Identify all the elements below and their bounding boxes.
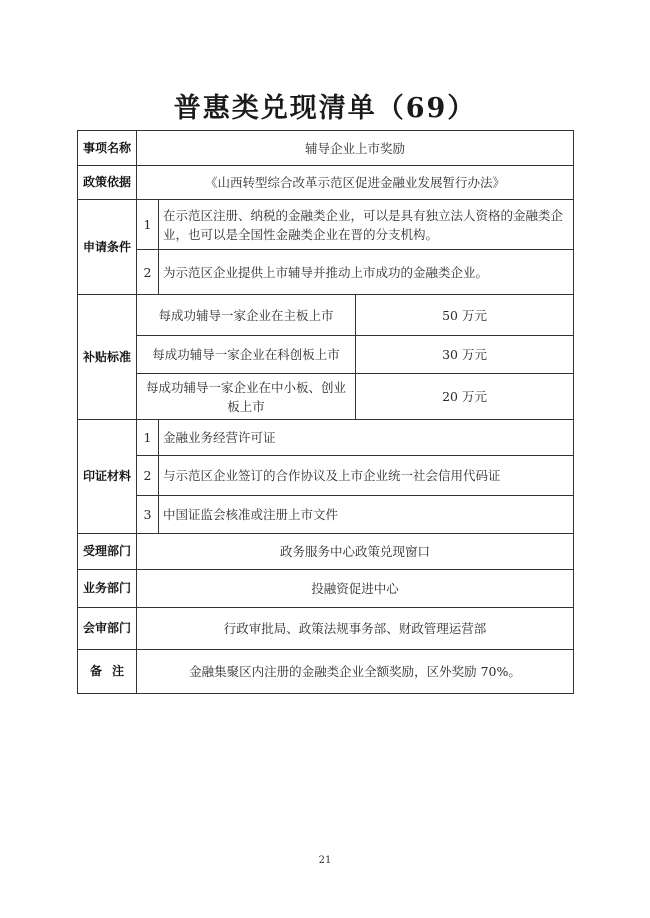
policy-table — [77, 130, 574, 694]
material-1-number: 1 — [137, 420, 159, 456]
page-number: 21 — [318, 855, 332, 866]
business-dept-label: 业务部门 — [78, 570, 137, 608]
accept-dept-value: 政务服务中心政策兑现窗口 — [137, 534, 574, 570]
business-dept-value: 投融资促进中心 — [137, 570, 574, 608]
item-name-label: 事项名称 — [78, 131, 137, 166]
remarks-value: 金融集聚区内注册的金融类企业全额奖励，区外奖励 70%。 — [137, 650, 574, 694]
remarks-label — [78, 650, 137, 694]
accept-dept-label: 受理部门 — [78, 534, 137, 570]
row-review-dept — [78, 608, 574, 650]
condition-2-number: 2 — [137, 250, 159, 295]
row-material-2 — [78, 456, 574, 496]
condition-1-text: 在示范区注册、纳税的金融类企业，可以是具有独立法人资格的金融类企业，也可以是全国性金融类企业在晋的分支机构。 — [159, 200, 574, 250]
subsidy-2-desc: 每成功辅导一家企业在科创板上市 — [137, 336, 356, 374]
condition-1-number: 1 — [137, 200, 159, 250]
row-subsidy-2 — [78, 336, 574, 374]
row-subsidy-3 — [78, 374, 574, 420]
material-3-text: 中国证监会核准或注册上市文件 — [159, 496, 574, 534]
material-2-text: 与示范区企业签订的合作协议及上市企业统一社会信用代码证 — [159, 456, 574, 496]
condition-2-text: 为示范区企业提供上市辅导并推动上市成功的金融类企业。 — [159, 250, 574, 295]
row-condition-2 — [78, 250, 574, 295]
row-remarks — [78, 650, 574, 694]
item-name-value: 辅导企业上市奖励 — [137, 131, 574, 166]
row-accept-dept — [78, 534, 574, 570]
subsidy-2-amount: 30 万元 — [356, 336, 574, 374]
subsidy-1-amount: 50 万元 — [356, 295, 574, 336]
material-2-number: 2 — [137, 456, 159, 496]
policy-basis-label: 政策依据 — [78, 166, 137, 200]
page-title: 普惠类兑现清单（69） — [173, 93, 477, 124]
row-subsidy-1 — [78, 295, 574, 336]
subsidy-1-desc: 每成功辅导一家企业在主板上市 — [137, 295, 356, 336]
material-3-number: 3 — [137, 496, 159, 534]
row-policy-basis — [78, 166, 574, 200]
review-dept-value: 行政审批局、政策法规事务部、财政管理运营部 — [137, 608, 574, 650]
review-dept-label: 会审部门 — [78, 608, 137, 650]
conditions-label: 申请条件 — [78, 200, 137, 295]
row-business-dept — [78, 570, 574, 608]
row-condition-1 — [78, 200, 574, 250]
remarks-label-right: 注 — [111, 664, 124, 678]
policy-basis-value: 《山西转型综合改革示范区促进金融业发展暂行办法》 — [137, 166, 574, 200]
subsidy-label: 补贴标准 — [78, 295, 137, 420]
row-material-3 — [78, 496, 574, 534]
row-item-name — [78, 131, 574, 166]
remarks-label-left: 备 — [90, 664, 103, 678]
subsidy-3-amount: 20 万元 — [356, 374, 574, 420]
materials-label: 印证材料 — [78, 420, 137, 534]
row-material-1 — [78, 420, 574, 456]
subsidy-3-desc: 每成功辅导一家企业在中小板、创业板上市 — [137, 374, 356, 420]
material-1-text: 金融业务经营许可证 — [159, 420, 574, 456]
